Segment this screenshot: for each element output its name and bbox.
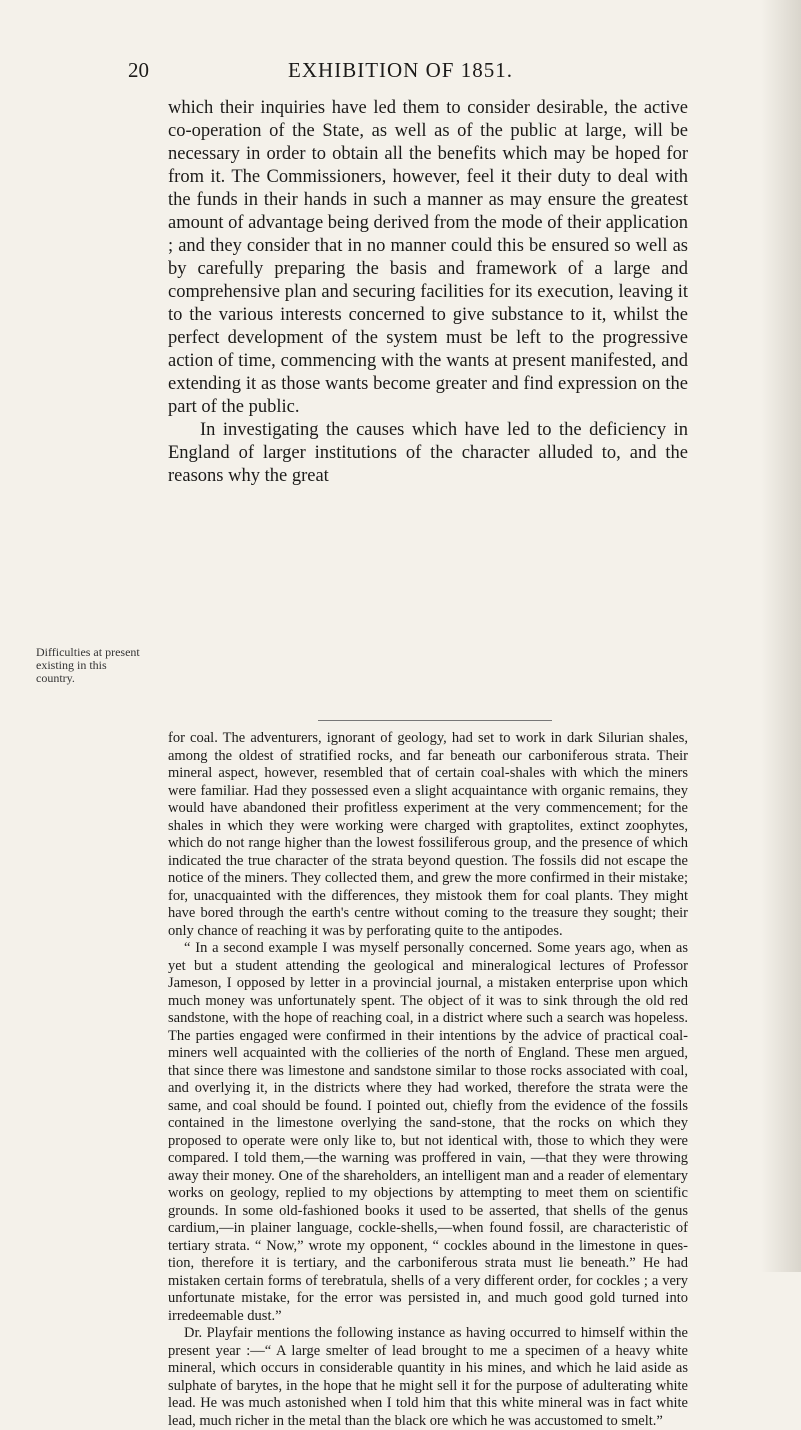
- margin-sidenote: Difficulties at present existing in this country.: [36, 645, 140, 685]
- body-paragraph-1: which their inquiries have led them to consider desirable, the active co-operation of the State, as well as of the public at large, will be necessary in order to obtain all the benefits which may be hoped for from it. The Commissioners, however, feel it their duty to deal with the funds in their hands in such a manner as may ensure the greatest amount of advantage being derived from the mode of their application ; and they consider that in no manner could this be ensured so well as by carefully preparing the basis and framework of a large and comprehensive plan and securing facilities for its execution, leaving it to the various interests concerned to give substance to it, whilst the perfect development of the system must be left to the progressive action of time, commencing with the wants at present manifested, and extending it as those wants become greater and find expression on the part of the public.: [168, 98, 688, 417]
- body-paragraph-2: In investigating the causes which have led to the deficiency in England of larger institutions of the character alluded to, and the reasons why the great: [168, 420, 688, 486]
- page-number: 20: [128, 58, 149, 82]
- footnote-divider: [318, 720, 552, 721]
- page-edge-shadow: [761, 0, 801, 1272]
- footnote-paragraph-3: Dr. Playfair mentions the following instance as having occurred to himself within the present year :—“ A large smelter of lead brought to me a specimen of a heavy white mineral, which occurs in considerable quantity in his mines, and which he laid aside as sulphate of barytes, in the hope that he might sell it for the purpose of adulterating white lead. He was much astonished when I told him that this white mineral was in fact white lead, much richer in the metal than the black ore which he was accustomed to smelt.”: [168, 1325, 688, 1429]
- footnote-paragraph-2: “ In a second example I was myself personally concerned. Some years ago, when as yet but a student attending the geological and mineralogical lectures of Professor Jameson, I opposed by letter in a provincial journal, a mistaken enterprise upon which much money was unfortunately spent. The object of it was to sink through the old red sandstone, with the hope of reaching coal, in a district where such a search was hopeless. The parties engaged were confirmed in their intentions by the advice of practical coal-miners well acquainted with the collieries of the north of England. These men argued, that since there was limestone and sandstone similar to those rocks associated with coal, and overlying it, in the districts where they had worked, therefore the strata were the same, and coal should be found. I pointed out, chiefly from the evidence of the fossils contained in the limestone overlying the sand-stone, that the rocks on which they proposed to operate were only like to, but not identical with, those to which they were compared. I told them,—the warning was proffered in vain, —that they were throwing away their money. One of the shareholders, an intelligent man and a reader of elementary works on geology, replied to my objections by attempting to meet them on scientific grounds. In some old-fashioned books it used to be asserted, that shells of the genus cardium,—in plainer language, cockle-shells,—when found fossil, are characteristic of tertiary strata. “ Now,” wrote my opponent, “ cockles abound in the limestone in ques-tion, therefore it is tertiary, and the carboniferous strata must lie beneath.” He had mistaken certain forms of terebratula, shells of a very different order, for cockles ; a very unfortunate mistake, for the error was persisted in, and much good gold turned into irredeemable dust.”: [168, 940, 688, 1324]
- footnote-paragraph-1: for coal. The adventurers, ignorant of geology, had set to work in dark Silurian shales, among the oldest of stratified rocks, and far beneath our carboniferous strata. Their mineral aspect, however, resembled that of certain coal-shales with which the miners were familiar. Had they possessed even a slight acquaintance with organic remains, they would have abandoned their profitless experiment at the very commencement; for the shales in which they were working were charged with graptolites, extinct zoophytes, which do not range higher than the lowest fossiliferous group, and the presence of which indicated the true character of the strata beyond question. The fossils did not escape the notice of the miners. They collected them, and grew the more confirmed in their mistake; for, unacquainted with the differences, they mistook them for coal plants. They might have bored through the earth's centre without coming to the treasure they sought; their only chance of reaching it was by perforating quite to the antipodes.: [168, 730, 688, 939]
- body-text: [168, 97, 688, 488]
- running-head: EXHIBITION OF 1851.: [288, 58, 513, 82]
- footnote-block: [168, 730, 688, 1430]
